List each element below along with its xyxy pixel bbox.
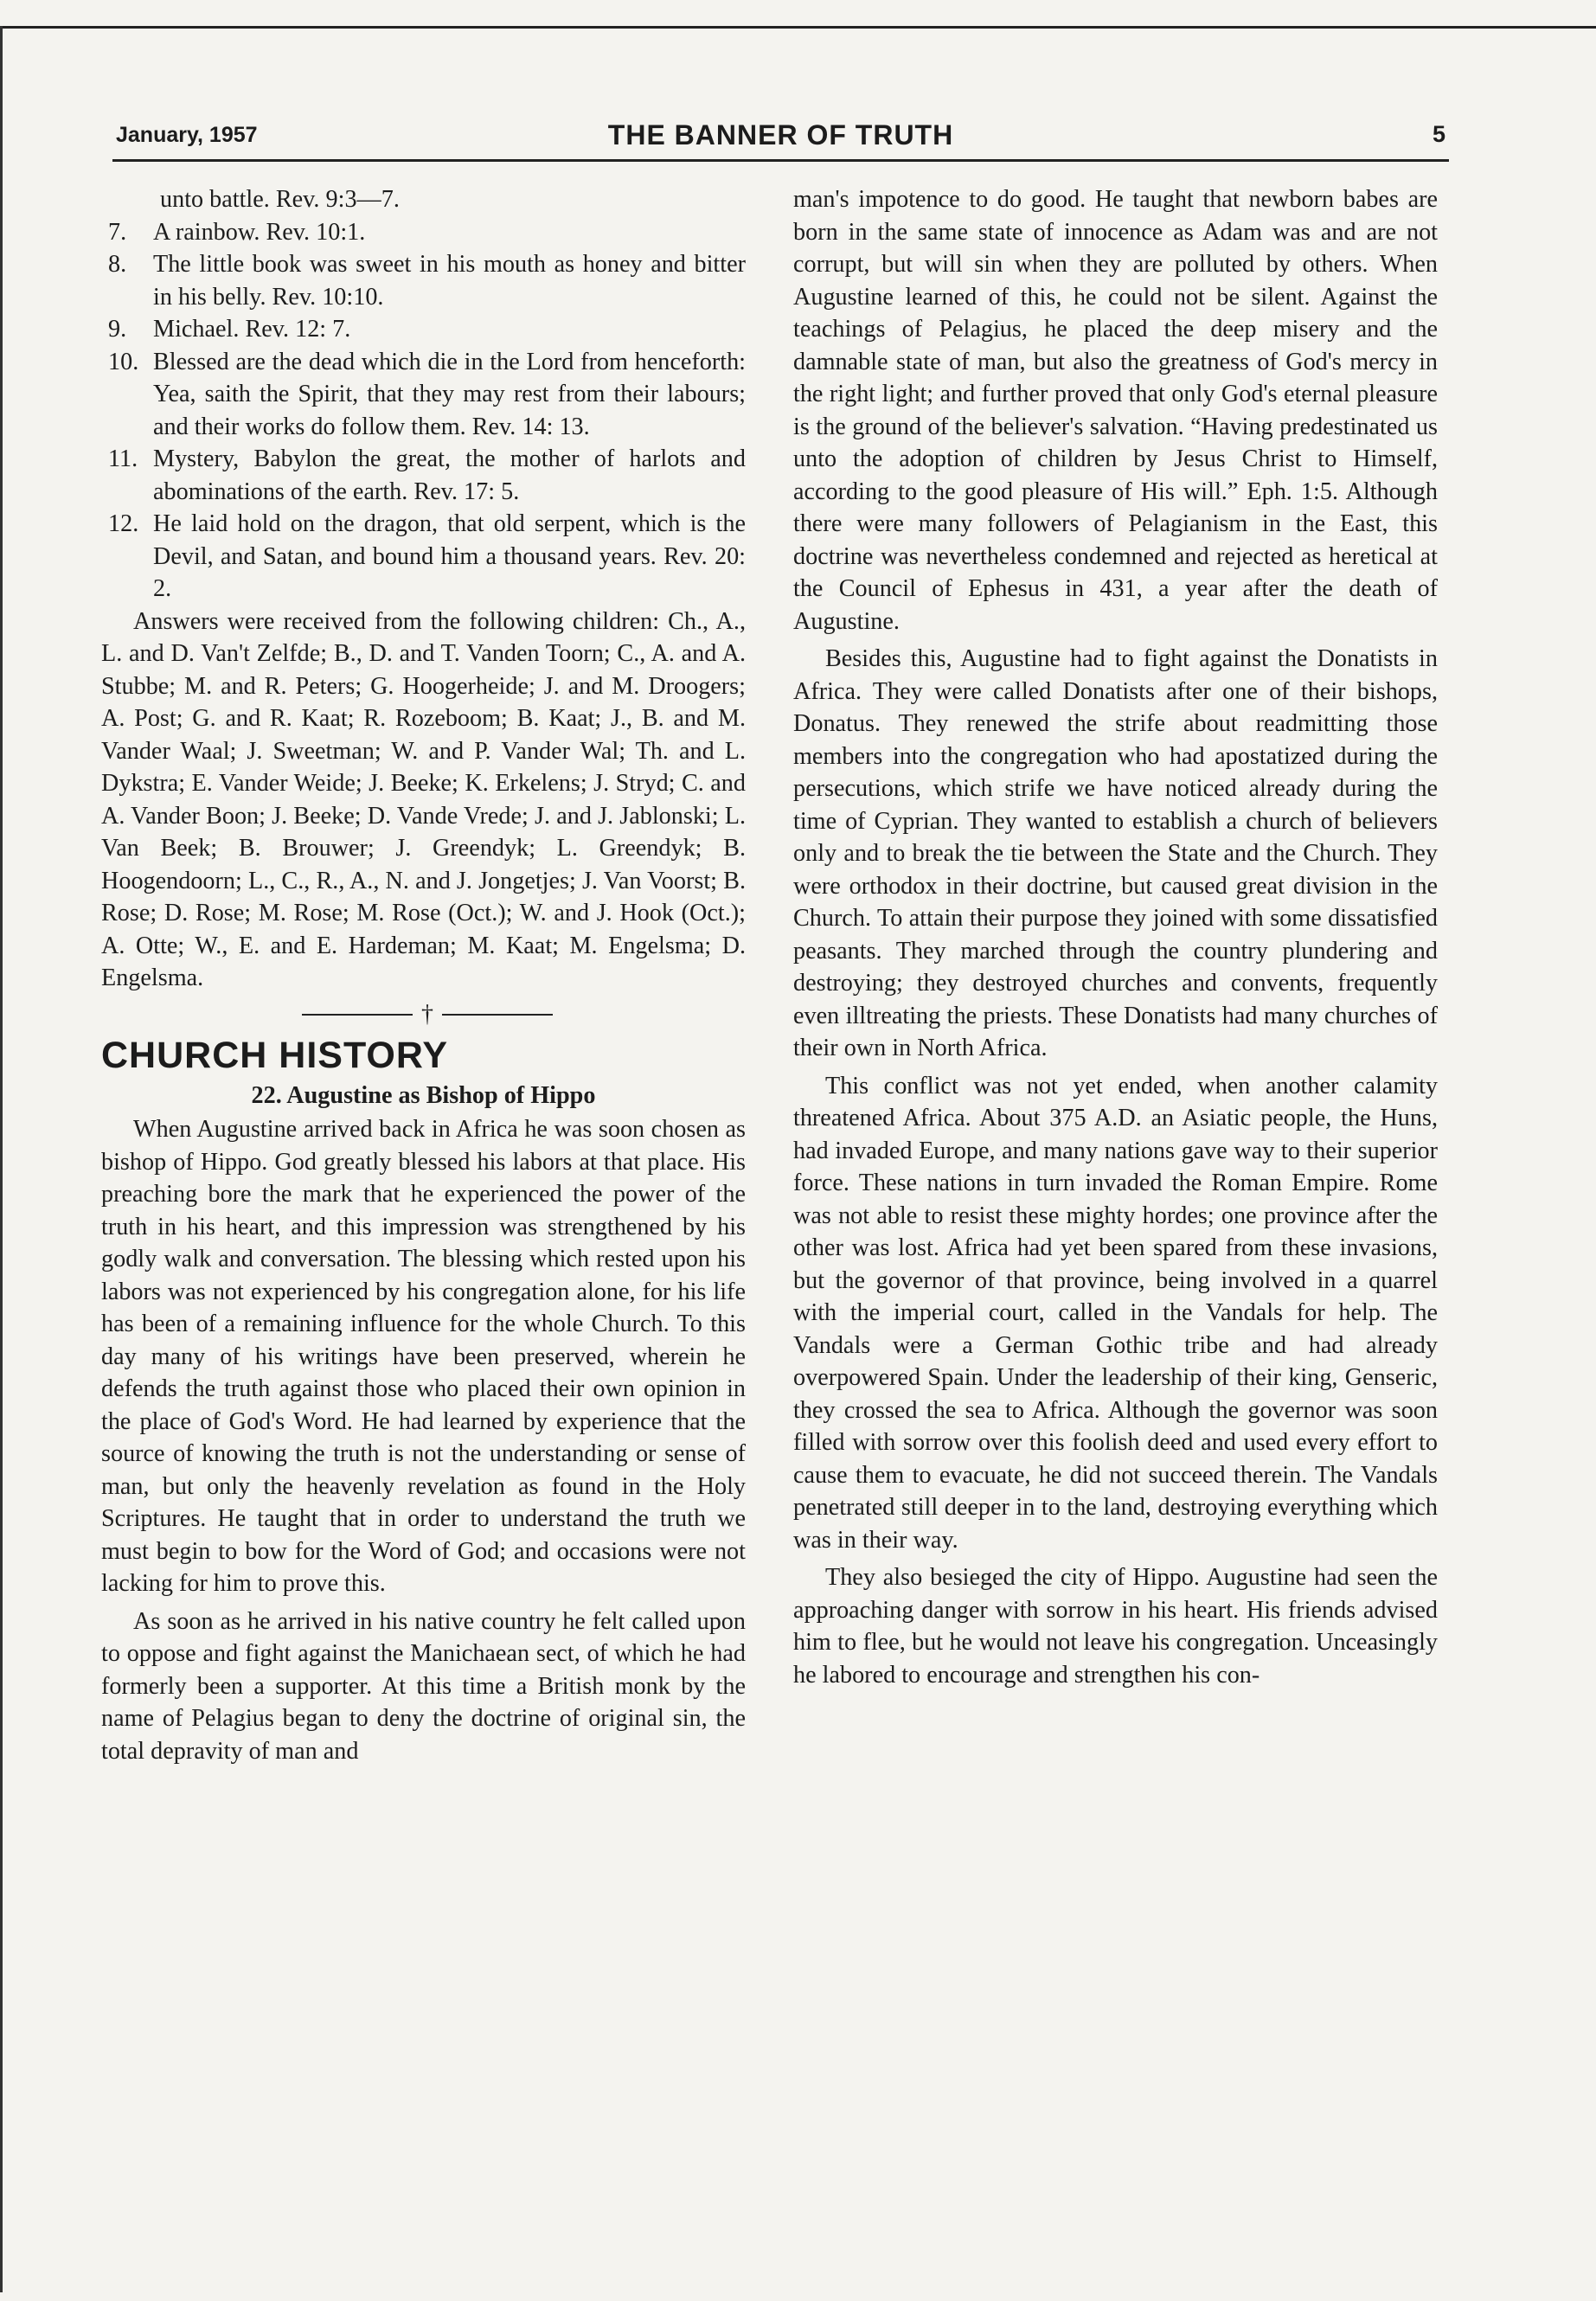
body-paragraph: man's impotence to do good. He taught that newborn babes are born in the same state of innocence as Adam was and are not corrupt, but will sin when they are polluted by others. When Augustine learned of this, he could not be silent. Against the teachings of Pelagius, he placed the deep misery and the damnable state of man, but also the greatness of God's mercy in the right light; and further proved that only God's eternal pleasure is the ground of the believer's salvation. “Having predestinated us unto the adoption of children by Jesus Christ to Himself, according to the good pleasure of His will.” Eph. 1:5. Although there were many followers of Pelagianism in the East, this doctrine was nevertheless condemned and rejected as heretical at the Council of Ephesus in 431, a year after the death of Augustine. xyxy=(793,186,1438,635)
cross-icon: † xyxy=(413,998,442,1033)
right-column xyxy=(793,183,1438,1691)
answer-text: He laid hold on the dragon, that old serpent, which is the Devil, and Satan, and bound him a thousand years. Rev. 20: 2. xyxy=(153,510,746,602)
answer-item xyxy=(101,346,746,444)
answer-number: 12. xyxy=(108,510,139,537)
answer-text: Mystery, Babylon the great, the mother of harlots and abominations of the earth. Rev. 17: 5. xyxy=(153,445,746,505)
answer-number: 10. xyxy=(108,348,139,375)
answer-number: 9. xyxy=(108,316,127,343)
answer-item xyxy=(101,443,746,508)
answer-text: The little book was sweet in his mouth as honey and bitter in his belly. Rev. 10:10. xyxy=(153,251,746,311)
body-paragraph: They also besieged the city of Hippo. Augustine had seen the approaching danger with sorrow in his heart. His friends advised him to flee, but he would not leave his congregation. Unceasingly he labored to encourage and strengthen his con- xyxy=(793,1564,1438,1689)
answer-item xyxy=(101,248,746,313)
answer-item xyxy=(101,508,746,606)
publication-title: THE BANNER OF TRUTH xyxy=(607,119,954,151)
answer-text: A rainbow. Rev. 10:1. xyxy=(153,218,366,246)
body-paragraph: When Augustine arrived back in Africa he was soon chosen as bishop of Hippo. God greatly blessed his labors at that place. His preaching bore the mark that he experienced the power of the truth in his heart, and this impression was strengthened by his godly walk and conversation. The blessing which rested upon his labors was not experienced by his congregation alone, for his life has been of a remaining influence for the whole Church. To this day many of his writings have been preserved, wherein he defends the truth against those who placed their own opinion in the place of God's Word. He had learned by experience that the source of knowing the truth is not the understanding or sense of man, but only the heavenly revelation as found in the Holy Scriptures. He taught that in order to understand the truth we must begin to bow for the Word of God; and occasions were not lacking for him to prove this. xyxy=(101,1116,746,1597)
answer-item xyxy=(101,216,746,249)
answer-number: 8. xyxy=(108,251,127,278)
answer-text: Michael. Rev. 12: 7. xyxy=(153,316,351,343)
body-paragraph: As soon as he arrived in his native country he felt called upon to oppose and fight against the Manichaean sect, of which he had formerly been a supporter. At this time a British monk by the name of Pelagius began to deny the doctrine of original sin, the total depravity of man and xyxy=(101,1607,746,1765)
left-column xyxy=(101,183,746,1767)
article-subtitle: 22. Augustine as Bishop of Hippo xyxy=(251,1081,596,1109)
issue-date: January, 1957 xyxy=(116,123,258,147)
answer-text: Blessed are the dead which die in the Lord from henceforth: Yea, saith the Spirit, that they may rest from their labours; and their works do follow them. Rev. 14: 13. xyxy=(153,348,746,440)
body-paragraph: Besides this, Augustine had to fight against the Donatists in Africa. They were called Donatists after one of their bishops, Donatus. They renewed the strife about readmitting those members into the congregation who had apostatized during the persecutions, which strife we have noticed already during the time of Cyprian. They wanted to establish a church of believers only and to break the tie between the State and the Church. They were orthodox in their doctrine, but caused great division in the Church. To attain their purpose they joined with some dissatisfied peasants. They marched through the country plundering and destroying; they destroyed churches and convents, frequently even illtreating the priests. These Donatists had many churches of their own in North Africa. xyxy=(793,645,1438,1061)
section-divider xyxy=(101,998,746,1033)
running-header xyxy=(112,119,1449,162)
quiz-continuation: unto battle. Rev. 9:3—7. xyxy=(160,186,400,213)
body-paragraph: This conflict was not yet ended, when another calamity threatened Africa. About 375 A.D. an Asiatic people, the Huns, had invaded Europe, and many nations gave way to their superior force. These nations in turn invaded the Roman Empire. Rome was not able to resist these mighty hordes; one province after the other was lost. Africa had yet been spared from these invasions, but the governor of that province, being involved in a quarrel with the imperial court, called in the Vandals for help. The Vandals were a German Gothic tribe and had already overpowered Spain. Under the leadership of their king, Genseric, they crossed the sea to Africa. Although the governor was soon filled with sorrow over this foolish deed and used every effort to cause them to evacuate, he did not succeed therein. The Vandals penetrated still deeper in to the land, destroying everything which was in their way. xyxy=(793,1072,1438,1554)
section-title: CHURCH HISTORY xyxy=(101,1034,449,1076)
page-border-left xyxy=(0,26,3,2292)
page-border-top xyxy=(0,26,1596,29)
page-number: 5 xyxy=(1432,121,1445,147)
answer-number: 11. xyxy=(108,445,138,472)
answer-item xyxy=(101,313,746,346)
children-list-paragraph: Answers were received from the following children: Ch., A., L. and D. Van't Zelfde; B., D. and T. Vanden Toorn; C., A. and A. Stubbe; M. and R. Peters; G. Hoogerheide; J. and M. Droogers; A. Post; G. and R. Kaat; R. Rozeboom; B. Kaat; J., B. and M. Vander Waal; J. Sweetman; W. and P. Vander Wal; Th. and L. Dykstra; E. Vander Weide; J. Beeke; K. Erkelens; J. Stryd; C. and A. Vander Boon; J. Beeke; D. Vande Vrede; J. and J. Jablonski; L. Van Beek; B. Brouwer; J. Greendyk; L. Greendyk; B. Hoogendoorn; L., C., R., A., N. and J. Jongetjes; J. Van Voorst; B. Rose; D. Rose; M. Rose; M. Rose (Oct.); W. and J. Hook (Oct.); A. Otte; W., E. and E. Hardeman; M. Kaat; M. Engelsma; D. Engelsma. xyxy=(101,607,746,991)
answer-number: 7. xyxy=(108,218,127,246)
